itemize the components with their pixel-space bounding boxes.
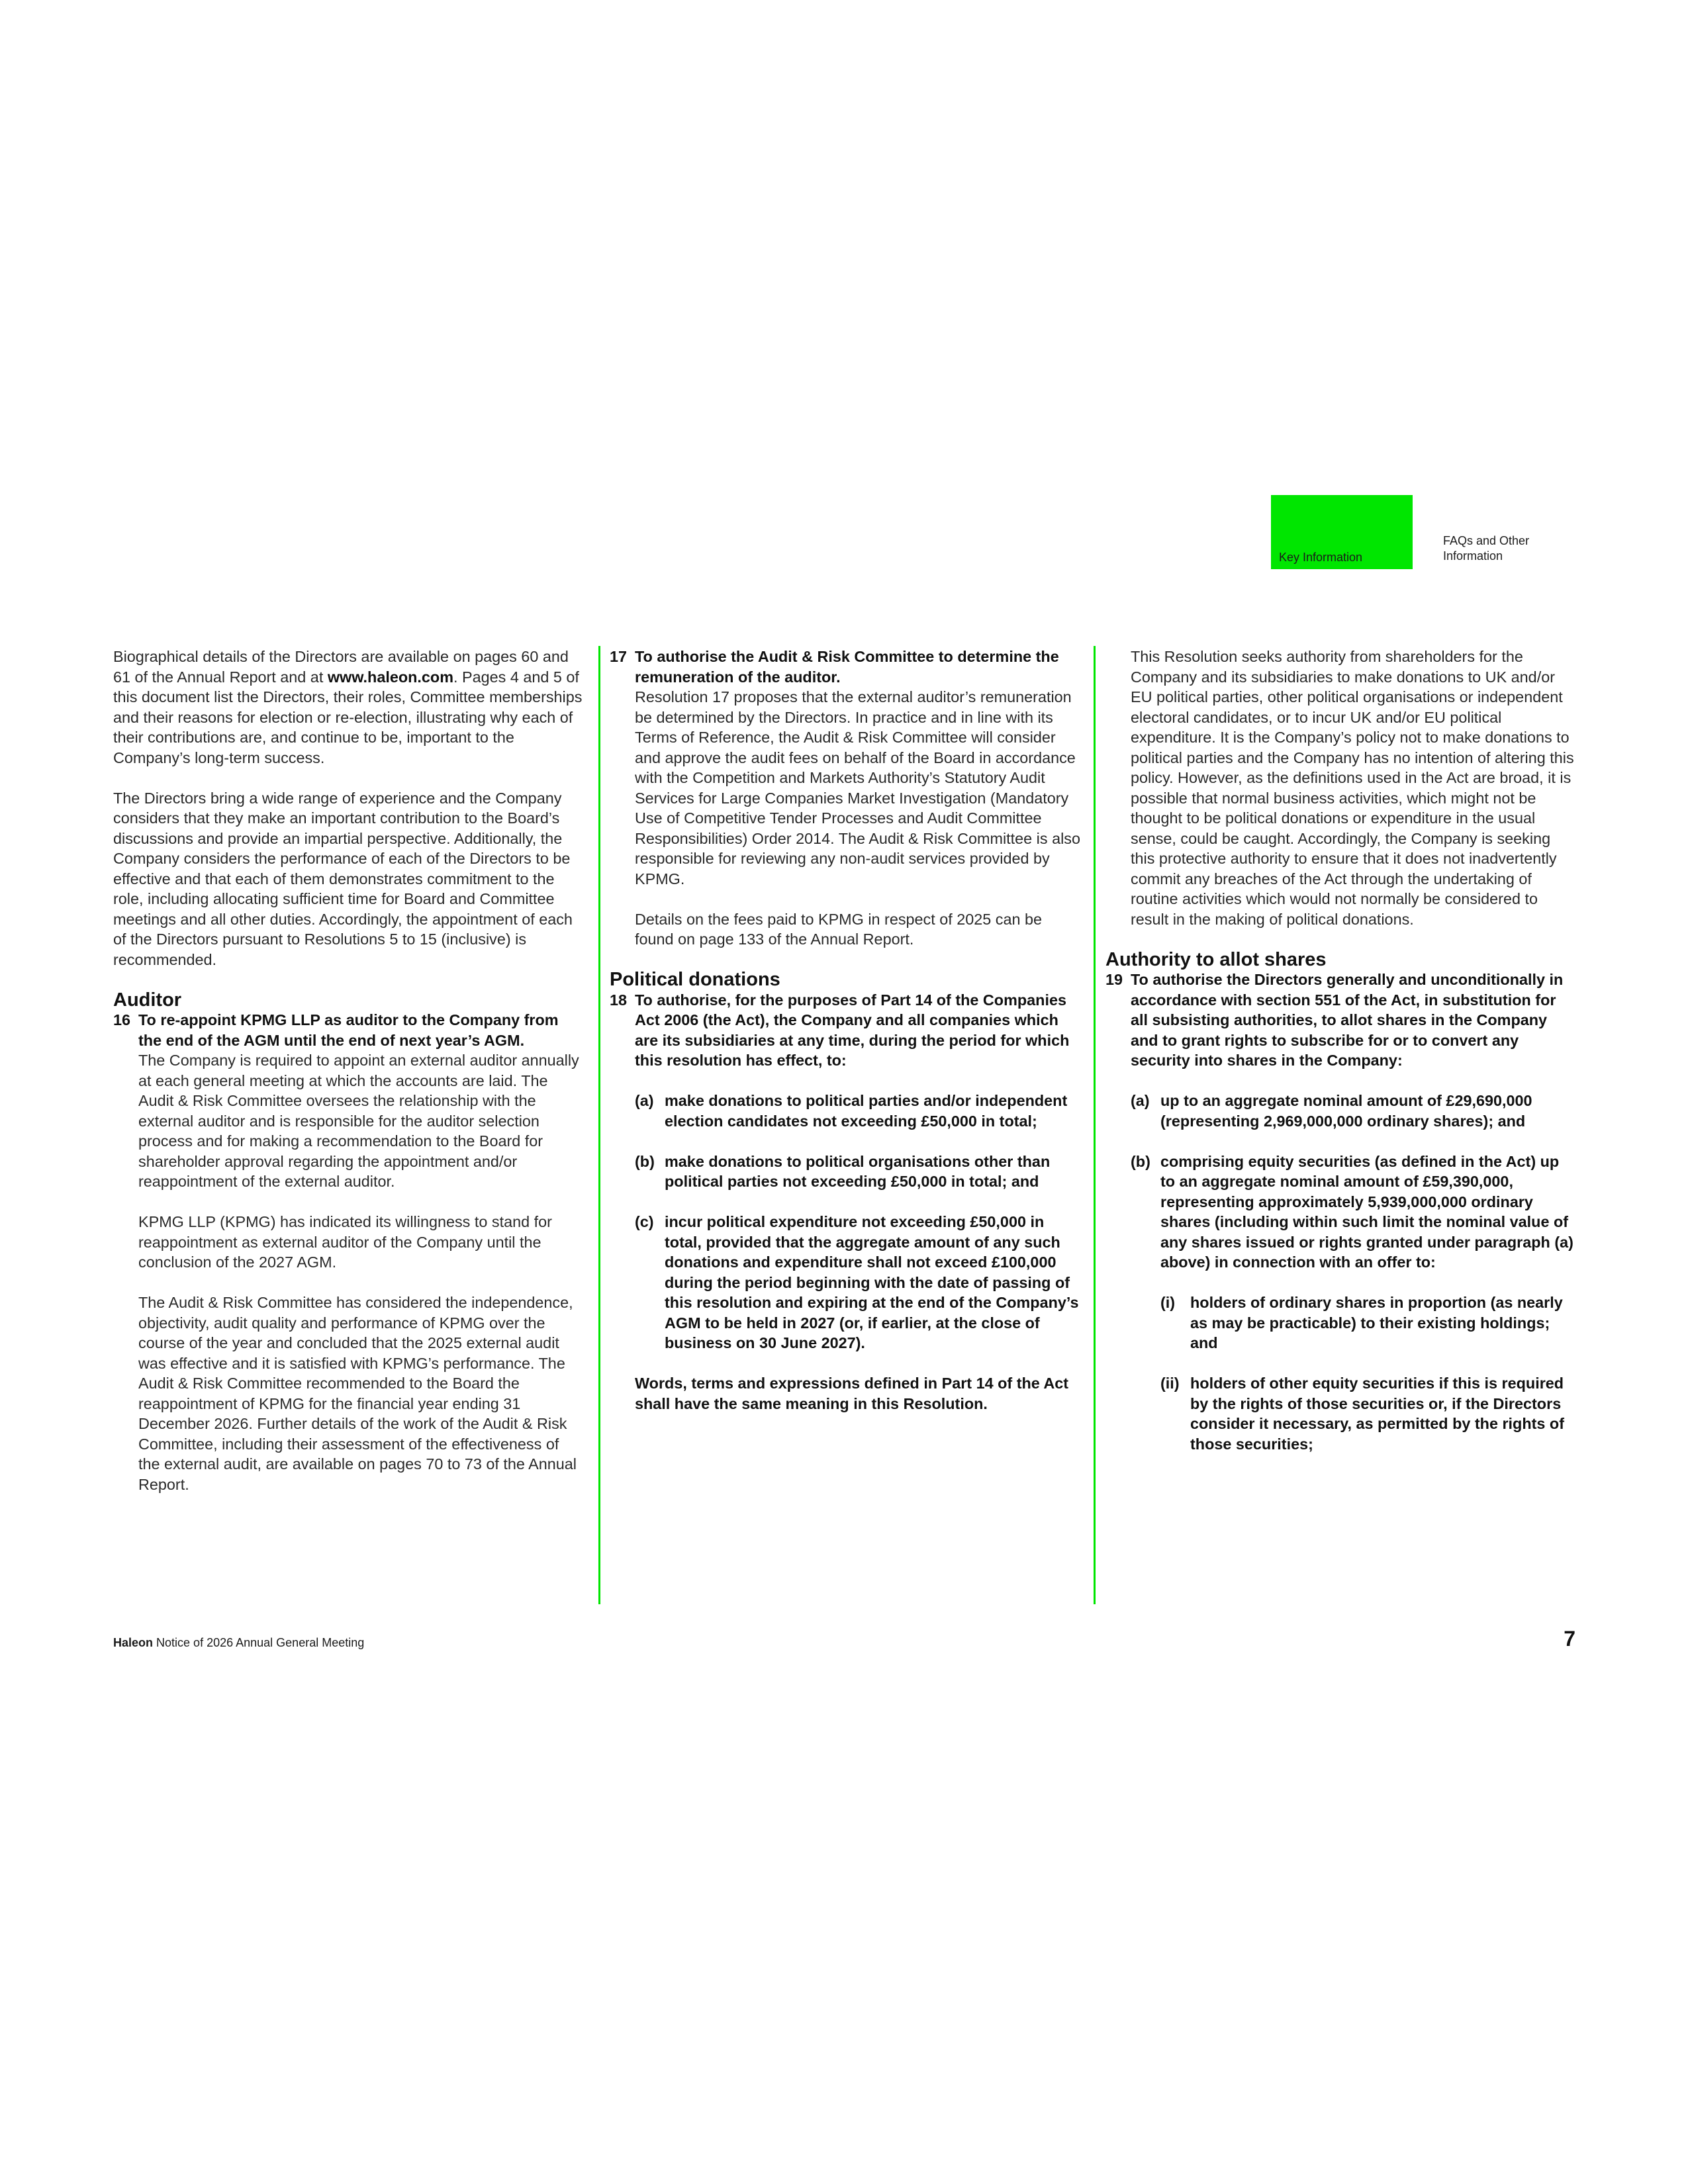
item-text: up to an aggregate nominal amount of £29,690,000 (representing 2,969,000,000 ordinary shares); and: [1160, 1092, 1532, 1130]
footer-brand: Haleon: [113, 1636, 154, 1649]
auditor-heading: Auditor: [113, 989, 182, 1011]
political-donations-heading: Political donations: [610, 969, 780, 990]
resolution-18-item-b: [635, 1152, 1081, 1192]
resolution-18: [610, 990, 1081, 1374]
footer-document-title: Notice of 2026 Annual General Meeting: [156, 1636, 365, 1649]
intro-text-continued: . Pages 4 and 5 of this document list the Directors, their roles, Committee memberships and their reasons for election or re-election, illustrating why each of their contributions are, and continue to be, important to the Company’s long-term success.: [113, 668, 583, 766]
resolution-16-para-2: KPMG LLP (KPMG) has indicated its willingness to stand for reappointment as external auditor of the Company until the conclusion of the 2027 AGM.: [138, 1213, 552, 1271]
subitem-text: holders of other equity securities if this is required by the rights of those securities or, if the Directors consider it necessary, as permitted by the rights of those securities;: [1190, 1375, 1565, 1453]
tab-faqs[interactable]: [1443, 533, 1562, 564]
resolution-18-item-c: [635, 1212, 1081, 1353]
item-label: (c): [635, 1213, 654, 1230]
resolution-19-number: 19: [1105, 971, 1123, 988]
column-3: [1105, 647, 1577, 1494]
column-1: [113, 647, 585, 1515]
item-text: make donations to political parties and/or independent election candidates not exceeding £50,000 in total;: [665, 1092, 1068, 1130]
resolution-17-para-2: Details on the fees paid to KPMG in respect of 2025 can be found on page 133 of the Annual Report.: [635, 910, 1043, 948]
resolution-16-para-3: The Audit & Risk Committee has considered the independence, objectivity, audit quality and performance of KPMG over the course of the year and concluded that the 2025 external audit was effective and it is satisfied with KPMG’s performance. The Audit & Risk Committee recommended to the Board the reappointment of KPMG for the financial year ending 31 December 2026. Further details of the work of the Audit & Risk Committee, including their assessment of the effectiveness of the external audit, are available on pages 70 to 73 of the Annual Report.: [138, 1294, 577, 1493]
page-footer: [113, 1636, 364, 1650]
page-number: 7: [1564, 1627, 1575, 1651]
resolution-19-title: To authorise the Directors generally and unconditionally in accordance with section 551 of the Act, in substitution for all subsisting authorities, to allot shares in the Company and to grant rights to subscribe for or to convert any security into shares in the Company:: [1131, 971, 1564, 1069]
resolution-16: [113, 1010, 585, 1515]
authority-to-allot-shares-heading: Authority to allot shares: [1105, 948, 1327, 970]
subitem-label: (i): [1160, 1294, 1176, 1311]
tab-faqs-label: FAQs and Other Information: [1443, 534, 1530, 563]
resolution-17-para-1: Resolution 17 proposes that the external auditor’s remuneration be determined by the Directors. In practice and in line with its Terms of Reference, the Audit & Risk Committee will consider and approve the audit fees on behalf of the Board in accordance with the Competition and Markets Authority’s Statutory Audit Services for Large Companies Market Investigation (Mandatory Use of Competitive Tender Processes and Audit Committee Responsibilities) Order 2014. The Audit & Risk Committee is also responsible for reviewing any non-audit services provided by KPMG.: [635, 688, 1080, 887]
subitem-text: holders of ordinary shares in proportion (as nearly as may be practicable) to their existing holdings; and: [1190, 1294, 1563, 1351]
resolution-16-number: 16: [113, 1011, 131, 1028]
resolution-19-subitem-ii: [1160, 1373, 1577, 1454]
haleon-website-link[interactable]: www.haleon.com: [327, 668, 454, 686]
tab-key-information-label: Key Information: [1279, 551, 1363, 564]
item-label: (b): [1131, 1152, 1150, 1170]
item-label: (a): [635, 1092, 654, 1109]
resolution-16-title: To re-appoint KPMG LLP as auditor to the Company from the end of the AGM until the end of next year’s AGM.: [138, 1011, 559, 1049]
item-text: comprising equity securities (as defined in the Act) up to an aggregate nominal amount of £59,390,000, representing approximately 5,939,000,000 ordinary shares (including within such limit the nominal value of any shares issued or rights granted under paragraph (a) above) in connection with an offer to:: [1160, 1152, 1573, 1271]
intro-paragraph-1: [113, 647, 585, 768]
intro-paragraph-2: The Directors bring a wide range of experience and the Company considers that they make an important contribution to the Board’s discussions and provide an impartial perspective. Additionally, the Company considers the performance of each of the Directors to be effective and that each of them demonstrates commitment to the role, including allocating sufficient time for Board and Committee meetings and all other duties. Accordingly, the appointment of each of the Directors pursuant to Resolutions 5 to 15 (inclusive) is recommended.: [113, 789, 573, 968]
resolution-18-item-a: [635, 1091, 1081, 1131]
item-text: make donations to political organisations other than political parties not exceeding £50,000 in total; and: [665, 1152, 1051, 1190]
resolution-18-definitions: Words, terms and expressions defined in Part 14 of the Act shall have the same meaning in this Resolution.: [635, 1375, 1069, 1412]
subitem-label: (ii): [1160, 1375, 1180, 1392]
resolution-19-item-a: [1131, 1091, 1577, 1131]
item-label: (a): [1131, 1092, 1150, 1109]
resolution-16-para-1: The Company is required to appoint an external auditor annually at each general meeting at which the accounts are laid. The Audit & Risk Committee oversees the relationship with the external auditor and is responsible for the auditor selection process and for making a recommendation to the Board for shareholder approval regarding the appointment and/or reappointment of the external auditor.: [138, 1052, 579, 1190]
resolution-18-title: To authorise, for the purposes of Part 14 of the Companies Act 2006 (the Act), the Company and all companies which are its subsidiaries at any time, during the period for which this resolution has effect, to:: [635, 991, 1070, 1069]
resolution-19-item-b: [1131, 1152, 1577, 1475]
intro-text: Biographical details of the Directors are available on pages 60 and 61 of the Annual Report and at: [113, 648, 569, 686]
column-divider-1: [598, 646, 600, 1604]
column-2: [610, 647, 1081, 1434]
resolution-17-number: 17: [610, 648, 628, 665]
resolution-19-subitem-i: [1160, 1293, 1577, 1353]
resolution-18-number: 18: [610, 991, 628, 1009]
political-donations-explanation: This Resolution seeks authority from shareholders for the Company and its subsidiaries to make donations to UK and/or EU political parties, other political organisations or independent electoral candidates, or to incur UK and/or EU political expenditure. It is the Company’s policy not to make donations to political parties and the Company has no intention of altering this policy. However, as the definitions used in the Act are broad, it is possible that normal business activities, which might not be thought to be political donations or expenditure in the usual sense, could be caught. Accordingly, the Company is seeking this protective authority to ensure that it does not inadvertently commit any breaches of the Act through the undertaking of routine activities which would not normally be considered to result in the making of political donations.: [1131, 648, 1574, 928]
resolution-17-title: To authorise the Audit & Risk Committee to determine the remuneration of the auditor.: [635, 648, 1059, 686]
item-label: (b): [635, 1152, 655, 1170]
resolution-17: [610, 647, 1081, 970]
item-text: incur political expenditure not exceeding £50,000 in total, provided that the aggregate amount of any such donations and expenditure shall not exceed £100,000 during the period beginning with the date of passing of this resolution and expiring at the end of the Company’s AGM to be held in 2027 (or, if earlier, at the close of business on 30 June 2027).: [665, 1213, 1079, 1351]
resolution-19: [1105, 970, 1577, 1494]
column-divider-2: [1094, 646, 1096, 1604]
tab-key-information[interactable]: [1271, 495, 1413, 569]
